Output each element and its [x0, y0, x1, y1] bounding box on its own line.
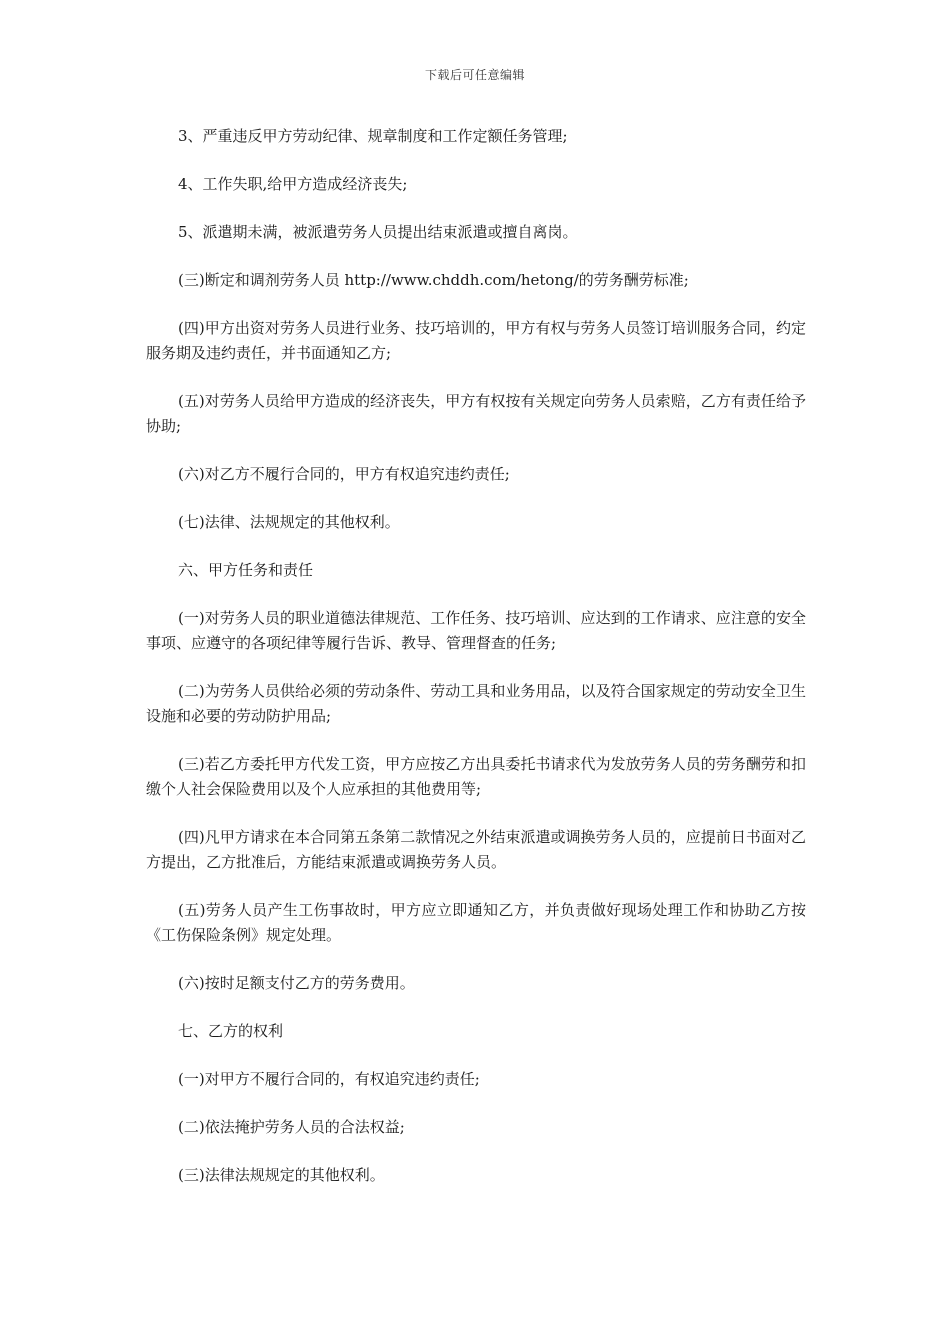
paragraph: (五)对劳务人员给甲方造成的经济丧失，甲方有权按有关规定向劳务人员索赔，乙方有责任给予协助;	[146, 392, 806, 435]
paragraph: (七)法律、法规规定的其他权利。	[178, 513, 400, 531]
paragraph: (五)劳务人员产生工伤事故时，甲方应立即通知乙方，并负责做好现场处理工作和协助乙方按《工伤保险条例》规定处理。	[146, 901, 806, 944]
section-heading: 六、甲方任务和责任	[178, 561, 314, 579]
paragraph: (三)断定和调剂劳务人员 http://www.chddh.com/hetong/的劳务酬劳标准;	[178, 271, 689, 289]
paragraph: (四)凡甲方请求在本合同第五条第二款情况之外结束派遣或调换劳务人员的，应提前日书面对乙方提出，乙方批准后，方能结束派遣或调换劳务人员。	[146, 828, 806, 871]
paragraph: 3、严重违反甲方劳动纪律、规章制度和工作定额任务管理;	[178, 127, 568, 145]
paragraph: (三)法律法规规定的其他权利。	[178, 1166, 385, 1184]
page-header: 下载后可任意编辑	[424, 68, 525, 82]
paragraph: 4、工作失职,给甲方造成经济丧失;	[178, 175, 408, 193]
paragraph: (六)对乙方不履行合同的，甲方有权追究违约责任;	[178, 465, 510, 483]
paragraph: (四)甲方出资对劳务人员进行业务、技巧培训的，甲方有权与劳务人员签订培训服务合同，约定服务期及违约责任，并书面通知乙方;	[146, 319, 806, 362]
paragraph: (二)依法掩护劳务人员的合法权益;	[178, 1118, 405, 1136]
paragraph: 5、派遣期未满，被派遣劳务人员提出结束派遣或擅自离岗。	[178, 223, 578, 241]
paragraph: (六)按时足额支付乙方的劳务费用。	[178, 974, 415, 992]
document-body	[146, 124, 806, 1211]
paragraph: (一)对甲方不履行合同的，有权追究违约责任;	[178, 1070, 480, 1088]
paragraph: (三)若乙方委托甲方代发工资，甲方应按乙方出具委托书请求代为发放劳务人员的劳务酬劳和扣缴个人社会保险费用以及个人应承担的其他费用等;	[146, 755, 806, 798]
paragraph: (一)对劳务人员的职业道德法律规范、工作任务、技巧培训、应达到的工作请求、应注意的安全事项、应遵守的各项纪律等履行告诉、教导、管理督查的任务;	[146, 609, 806, 652]
paragraph: (二)为劳务人员供给必须的劳动条件、劳动工具和业务用品，以及符合国家规定的劳动安全卫生设施和必要的劳动防护用品;	[146, 682, 806, 725]
section-heading: 七、乙方的权利	[178, 1022, 284, 1040]
